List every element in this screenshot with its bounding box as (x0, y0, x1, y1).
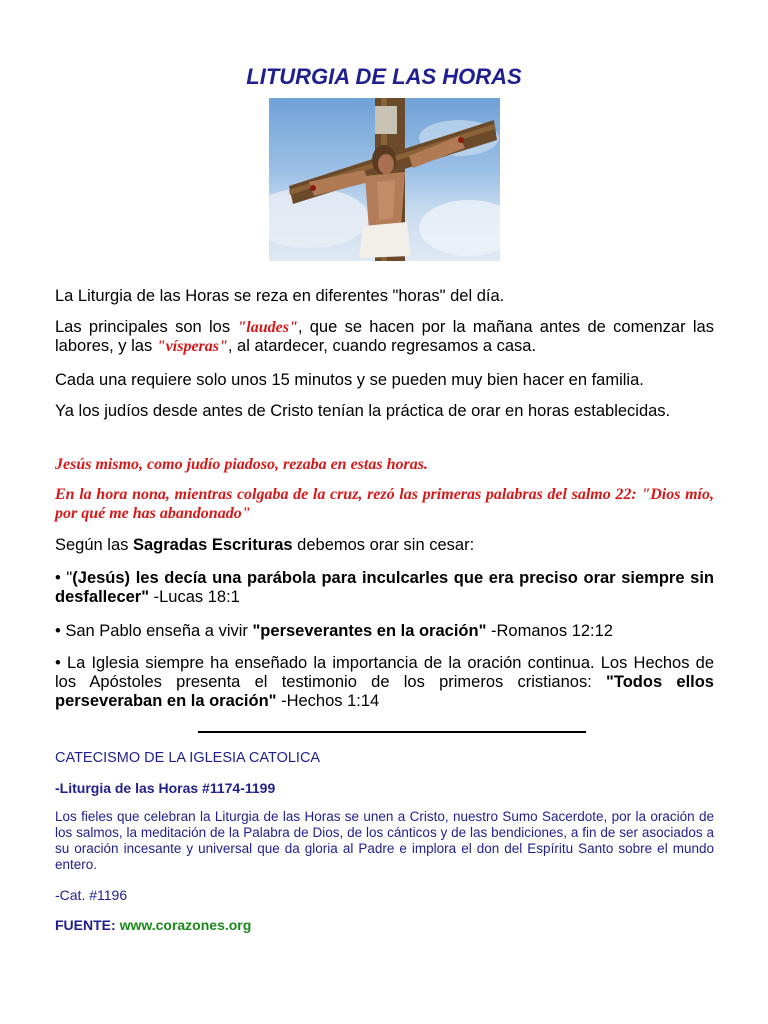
paragraph-2 (55, 318, 714, 356)
bullet-2-a: • San Pablo enseña a vivir (55, 622, 253, 640)
p2-text-c: , al atardecer, cuando regresamos a casa. (227, 337, 537, 355)
bullet-1-quote: (Jesús) les decía una parábola para inculcarles que era preciso orar siempre sin desfallecer" (55, 569, 714, 606)
p5-scripture: Sagradas Escrituras (132, 536, 293, 554)
bullet-2 (55, 622, 714, 641)
divider (198, 731, 586, 733)
source-line (55, 917, 714, 933)
p5-text-c: debemos orar sin cesar: (292, 536, 475, 554)
bullet-3-cite: -Hechos 1:14 (276, 692, 380, 710)
source-label: FUENTE: (55, 917, 120, 933)
red-paragraph-1: Jesús mismo, como judío piadoso, rezaba en estas horas. (55, 456, 428, 473)
p2-text-b: , que se hacen por la mañana antes de comenzar las labores, y las (55, 318, 714, 355)
crucifix-illustration (269, 98, 500, 261)
p5-text-a: Según las (55, 536, 133, 554)
bullet-1-cite: -Lucas 18:1 (149, 588, 240, 606)
bullet-1 (55, 569, 714, 607)
crucifix-image (269, 98, 500, 261)
source-link[interactable]: www.corazones.org (119, 917, 252, 933)
catechism-text: Los fieles que celebran la Liturgia de las Horas se unen a Cristo, nuestro Sumo Sacerdote, por la oración de los salmos, la meditación de la Palabra de Dios, de los cánticos y de las bendiciones, a fin de ser asociados a su oración incesante y universal que da gloria al Padre e implora el don del Espíritu Santo sobre el mundo entero. (55, 809, 714, 872)
paragraph-3: Cada una requiere solo unos 15 minutos y se pueden muy bien hacer en familia. (55, 371, 644, 389)
bullet-3-a: • La Iglesia siempre ha enseñado la importancia de la oración continua. Los Hechos de los Apóstoles presenta el testimonio de los primeros cristianos: (55, 654, 714, 691)
paragraph-5 (55, 536, 714, 555)
red-paragraph-2: En la hora nona, mientras colgaba de la cruz, rezó las primeras palabras del salmo 22: "Dios mío, por qué me has abandonado" (55, 486, 714, 522)
catechism-heading: CATECISMO DE LA IGLESIA CATOLICA (55, 750, 321, 766)
paragraph-4: Ya los judíos desde antes de Cristo tenían la práctica de orar en horas establecidas. (55, 402, 671, 420)
laudes-term: "laudes" (237, 319, 298, 336)
paragraph-1: La Liturgia de las Horas se reza en diferentes "horas" del día. (55, 287, 505, 305)
bullet-3 (55, 654, 714, 711)
catechism-subheading: -Liturgia de las Horas #1174-1199 (55, 780, 276, 796)
bullet-2-cite: -Romanos 12:12 (486, 622, 613, 640)
p2-text-a: Las principales son los (55, 318, 238, 336)
bullet-2-quote: "perseverantes en la oración" (252, 622, 487, 640)
catechism-cite: -Cat. #1196 (55, 887, 128, 903)
visperas-term: "vísperas" (156, 338, 228, 355)
bullet-3-quote: "Todos ellos perseveraban en la oración" (55, 673, 714, 710)
bullet-1-a: • " (55, 569, 73, 587)
page-title: LITURGIA DE LAS HORAS (246, 64, 522, 89)
